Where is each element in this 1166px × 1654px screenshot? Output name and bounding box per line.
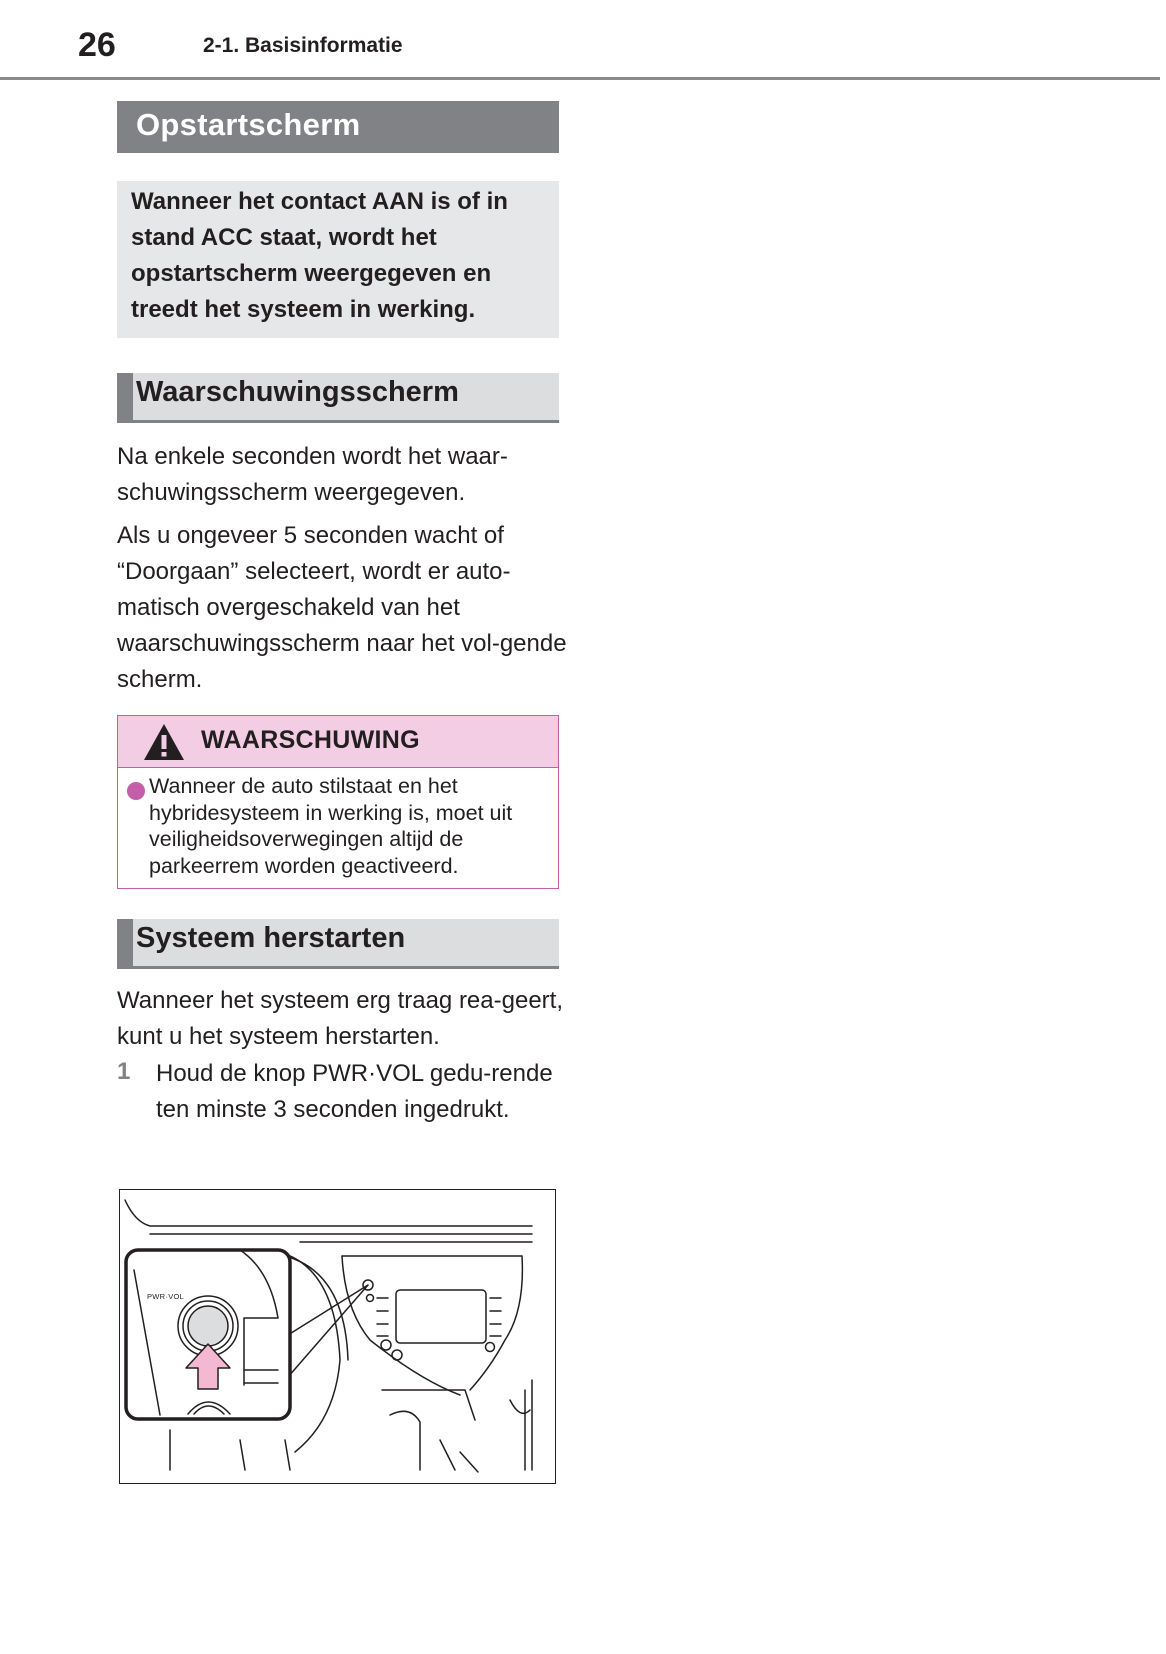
step-text: Houd de knop PWR·VOL gedu-rende ten minste 3 seconden ingedrukt. (156, 1060, 553, 1123)
warning-screen-para-2: Als u ongeveer 5 seconden wacht of “Doorgaan” selecteert, wordt er auto-matisch overgeschakeld van het waarschuwingsscherm naar het vol-gende scherm. (117, 522, 567, 693)
knob-label: PWR·VOL (147, 1292, 185, 1301)
caution-body (118, 768, 558, 879)
restart-heading: Systeem herstarten (117, 919, 559, 969)
warning-triangle-icon (142, 722, 186, 762)
startup-intro: Wanneer het contact AAN is of in stand ACC staat, wordt het opstartscherm weergegeven en treedt het systeem in werking. (117, 181, 559, 338)
caution-box (117, 715, 559, 889)
dashboard-drawing (120, 1190, 557, 1485)
warning-screen-para-1: Na enkele seconden wordt het waar-schuwingsscherm weergegeven. (117, 443, 508, 506)
section-path: 2-1. Basisinformatie (203, 34, 403, 57)
bullet-dot-icon (127, 782, 145, 800)
step-number: 1 (117, 1058, 131, 1085)
caution-header (118, 716, 558, 768)
restart-para: Wanneer het systeem erg traag rea-geert, kunt u het systeem herstarten. (117, 987, 563, 1050)
warning-screen-heading: Waarschuwingsscherm (117, 373, 559, 423)
caution-label: WAARSCHUWING (201, 726, 420, 754)
page-number: 26 (78, 26, 116, 64)
caution-text: Wanneer de auto stilstaat en het hybridesysteem in werking is, moet uit veiligheidsoverwegingen altijd de parkeerrem worden geactiveerd. (149, 774, 513, 878)
dashboard-illustration (119, 1189, 556, 1484)
header-rule (0, 77, 1160, 80)
startup-title: Opstartscherm (117, 101, 559, 153)
